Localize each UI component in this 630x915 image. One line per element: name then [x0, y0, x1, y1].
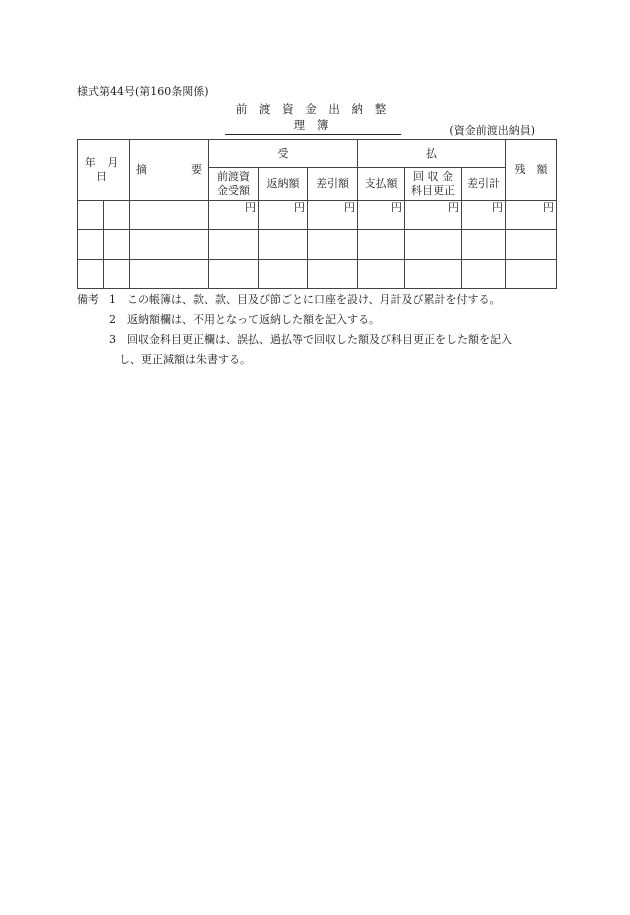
note-item: 備考 1 この帳簿は、款、款、目及び節ごとに口座を設け、月計及び累計を付する。	[77, 290, 557, 310]
balance-header: 残 額	[506, 140, 557, 201]
notes-label: 備考	[77, 293, 99, 306]
note-continuation: し、更正減額は朱書する。	[119, 353, 251, 366]
notes-section	[77, 290, 557, 370]
summary-cell	[130, 201, 209, 230]
receipt-difference-cell: 円	[308, 201, 358, 230]
payment-difference-cell: 円	[462, 201, 506, 230]
summary-header: 摘 要	[130, 140, 209, 201]
receipt-difference-header: 差引額	[308, 168, 358, 201]
date-header: 年 月 日	[78, 140, 130, 201]
advance-funds-cell: 円	[209, 201, 259, 230]
date-cell	[78, 201, 104, 230]
table-row	[78, 201, 557, 230]
date-cell	[104, 201, 130, 230]
document-title: 前 渡 資 金 出 納 整 理 簿	[225, 101, 401, 135]
document-subtitle: (資金前渡出納員)	[449, 124, 535, 137]
receipt-header: 受	[209, 140, 358, 168]
advance-funds-header: 前渡資 金受額	[209, 168, 259, 201]
ledger-table	[77, 139, 557, 289]
payment-header: 払	[358, 140, 506, 168]
recovery-correction-header: 回 収 金 科目更正	[405, 168, 462, 201]
form-number: 様式第44号(第160条関係)	[77, 85, 209, 98]
note-item: 2 返納額欄は、不用となって返納した額を記入する。	[109, 313, 380, 326]
payment-difference-header: 差引計	[462, 168, 506, 201]
note-item: 3 回収金科目更正欄は、誤払、過払等で回収した額及び科目更正をした額を記入	[109, 333, 512, 346]
refund-amount-cell: 円	[259, 201, 308, 230]
recovery-correction-cell: 円	[405, 201, 462, 230]
payment-amount-cell: 円	[358, 201, 405, 230]
table-row	[78, 230, 557, 260]
refund-amount-header: 返納額	[259, 168, 308, 201]
payment-amount-header: 支払額	[358, 168, 405, 201]
balance-cell: 円	[506, 201, 557, 230]
table-row	[78, 260, 557, 289]
